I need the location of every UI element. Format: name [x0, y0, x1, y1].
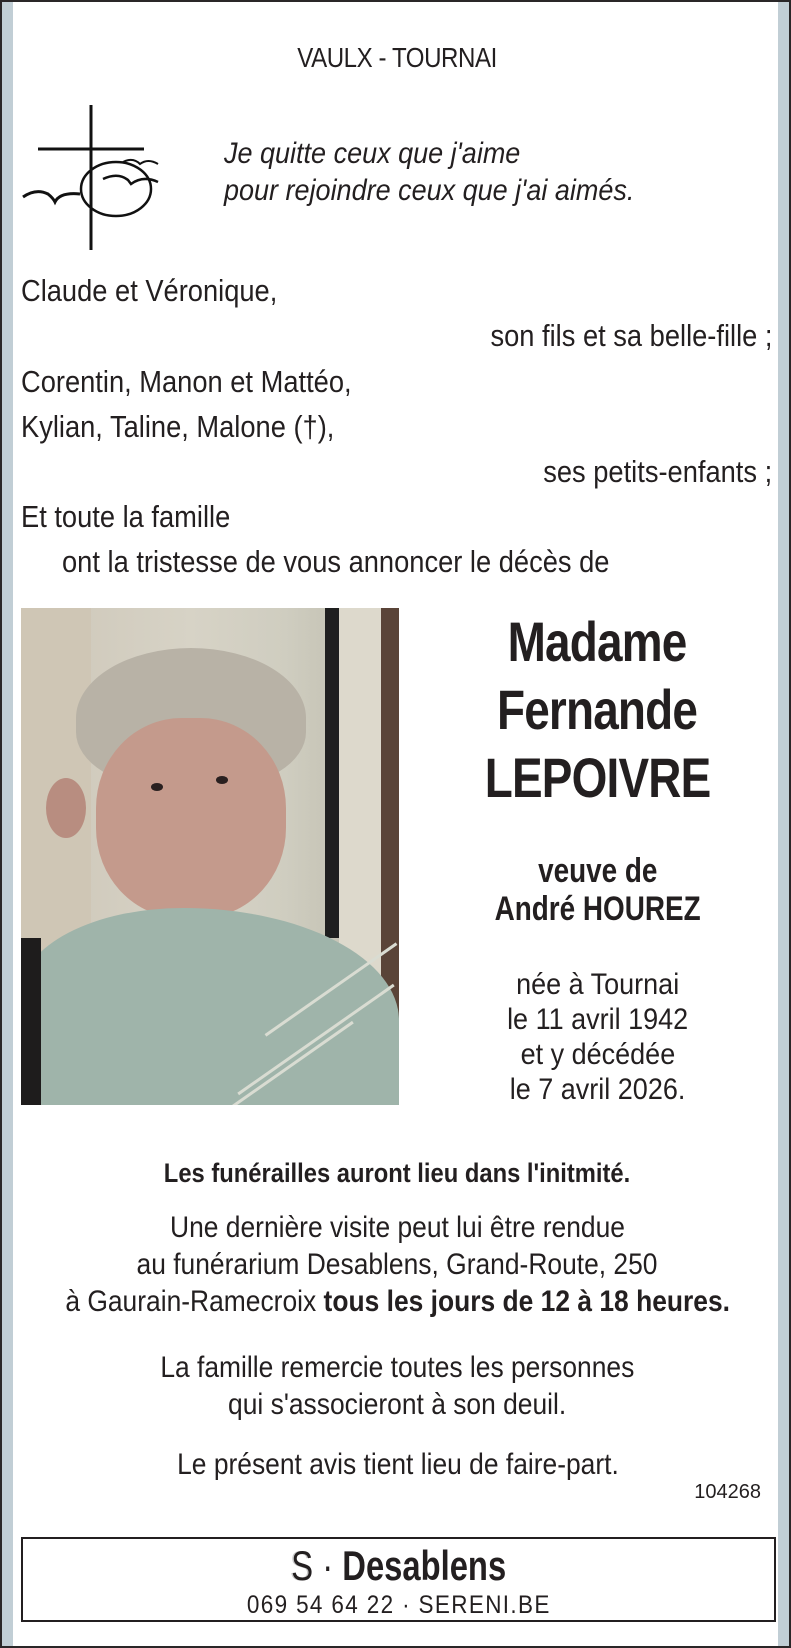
family-line-others: Et toute la famille	[21, 499, 231, 534]
quote-line-1: Je quitte ceux que j'aime	[224, 137, 521, 170]
visit-line-1: Une dernière visite peut lui être rendue	[170, 1211, 625, 1244]
funeral-info: Les funérailles auront lieu dans l'initmité.	[164, 1158, 631, 1188]
thanks-line-1: La famille remercie toutes les personnes	[160, 1351, 635, 1384]
announcement-text: ont la tristesse de vous annoncer le décès de	[62, 544, 610, 579]
funeral-home-contact	[23, 1593, 774, 1618]
brand-separator: ·	[322, 1542, 333, 1589]
deceased-title: Madame	[508, 610, 687, 673]
death-place: et y décédée	[520, 1038, 675, 1071]
closing-text: Le présent avis tient lieu de faire-part.	[176, 1448, 619, 1481]
contact-separator: ·	[401, 1591, 419, 1619]
family-line-children: Claude et Véronique,	[21, 273, 278, 308]
birth-date: le 11 avril 1942	[506, 1003, 689, 1036]
death-date: le 7 avril 2026.	[509, 1073, 686, 1106]
funeral-home-logo-icon: S	[291, 1542, 313, 1589]
deceased-first-name: Fernande	[497, 678, 698, 741]
spouse-name: André HOUREZ	[494, 890, 701, 928]
reference-number: 104268	[694, 1481, 761, 1503]
deceased-last-name: LEPOIVRE	[484, 746, 711, 809]
funeral-home-brand	[23, 1542, 774, 1589]
family-relation-grandchildren: ses petits-enfants ;	[543, 454, 772, 489]
deceased-photo	[21, 608, 399, 1105]
funeral-home-banner	[21, 1537, 776, 1622]
visit-line-2: au funérarium Desablens, Grand-Route, 250	[137, 1248, 658, 1281]
funeral-home-phone: 069 54 64 22	[246, 1591, 395, 1619]
location-header: VAULX - TOURNAI	[297, 42, 498, 73]
birth-place: née à Tournai	[515, 968, 680, 1001]
visit-hours: tous les jours de 12 à 18 heures.	[323, 1285, 730, 1318]
visit-line-3	[2, 1287, 791, 1317]
thanks-line-2: qui s'associeront à son deuil.	[228, 1388, 567, 1421]
funeral-home-website: SERENI.BE	[418, 1591, 551, 1619]
family-line-grandchildren-1: Corentin, Manon et Mattéo,	[21, 364, 352, 399]
quote-line-2: pour rejoindre ceux que j'ai aimés.	[224, 174, 635, 207]
funeral-home-name: Desablens	[342, 1542, 506, 1589]
cross-sun-birds-icon	[18, 102, 178, 252]
visit-location: à Gaurain-Ramecroix	[65, 1285, 324, 1318]
family-relation-children: son fils et sa belle-fille ;	[489, 318, 772, 353]
widow-label: veuve de	[537, 852, 658, 890]
family-line-grandchildren-2: Kylian, Taline, Malone (†),	[21, 409, 335, 444]
